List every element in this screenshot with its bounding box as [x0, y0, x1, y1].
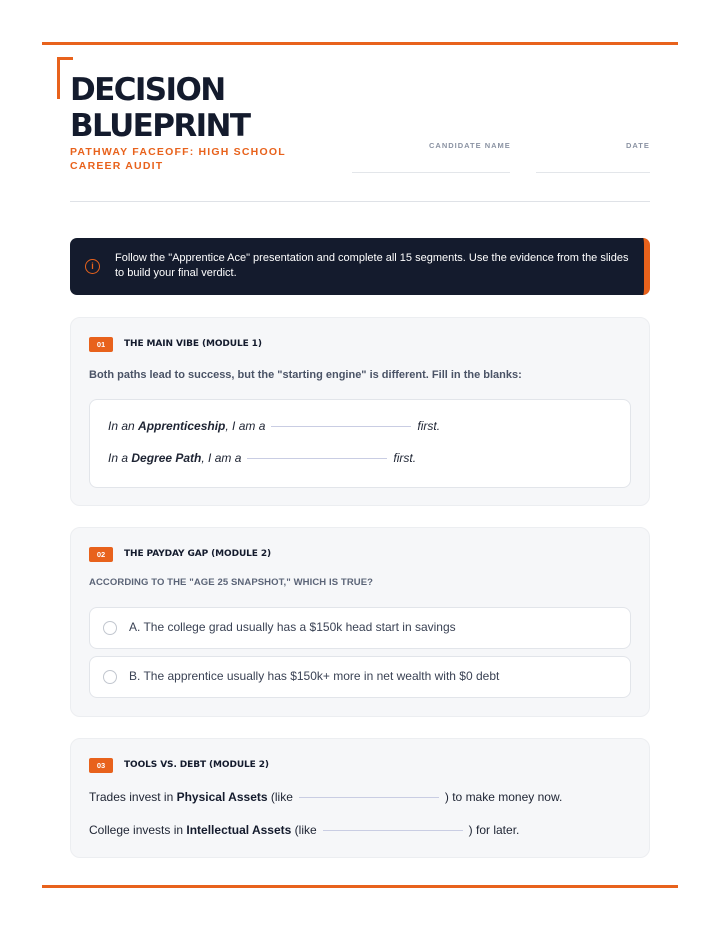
option-label: B. The apprentice usually has $150k+ more in net wealth with $0 debt: [129, 669, 500, 683]
candidate-name-label: CANDIDATE NAME: [429, 141, 511, 150]
title-line-2: BLUEPRINT: [70, 108, 250, 144]
section-instruction: Both paths lead to success, but the "starting engine" is different. Fill in the blanks:: [89, 369, 522, 381]
radio-button[interactable]: [103, 670, 117, 684]
instruction-banner: [70, 238, 650, 295]
answer-blank[interactable]: [299, 797, 439, 798]
title-line-1: DECISION: [70, 72, 225, 108]
section-heading: THE PAYDAY GAP (MODULE 2): [124, 549, 272, 559]
section-card-03: [70, 738, 650, 858]
fill-row-physical-assets: Trades invest in Physical Assets (like ) to make money now.: [89, 790, 563, 804]
option-b[interactable]: [89, 656, 631, 698]
bottom-accent-rule: [42, 885, 678, 888]
section-number-badge: 01: [89, 337, 113, 352]
option-a[interactable]: [89, 607, 631, 649]
fill-row-apprenticeship: In an Apprenticeship, I am a first.: [108, 419, 441, 433]
section-card-02: [70, 527, 650, 717]
candidate-name-field[interactable]: [352, 172, 510, 173]
section-question: ACCORDING TO THE "AGE 25 SNAPSHOT," WHICH IS TRUE?: [89, 577, 374, 588]
fill-row-intellectual-assets: College invests in Intellectual Assets (like ) for later.: [89, 823, 520, 837]
date-label: DATE: [626, 141, 650, 150]
answer-blank[interactable]: [247, 458, 387, 459]
section-number-badge: 02: [89, 547, 113, 562]
banner-text: Follow the "Apprentice Ace" presentation and complete all 15 segments. Use the evidence from the slides to build your final verdict.: [115, 252, 629, 279]
page-title: [70, 72, 249, 144]
answer-blank[interactable]: [271, 426, 411, 427]
answer-blank[interactable]: [323, 830, 463, 831]
page-subtitle: PATHWAY FACEOFF: HIGH SCHOOL CAREER AUDIT: [70, 146, 286, 172]
radio-button[interactable]: [103, 621, 117, 635]
top-accent-rule: [42, 42, 678, 45]
fill-row-degree: In a Degree Path, I am a first.: [108, 451, 417, 465]
option-label: A. The college grad usually has a $150k head start in savings: [129, 620, 456, 634]
section-heading: TOOLS VS. DEBT (MODULE 2): [124, 760, 269, 770]
info-icon: i: [85, 259, 100, 274]
section-card-01: [70, 317, 650, 506]
fill-in-box: [89, 399, 631, 488]
header-divider: [70, 201, 650, 202]
section-number-badge: 03: [89, 758, 113, 773]
section-heading: THE MAIN VIBE (MODULE 1): [124, 339, 262, 349]
date-field[interactable]: [536, 172, 650, 173]
